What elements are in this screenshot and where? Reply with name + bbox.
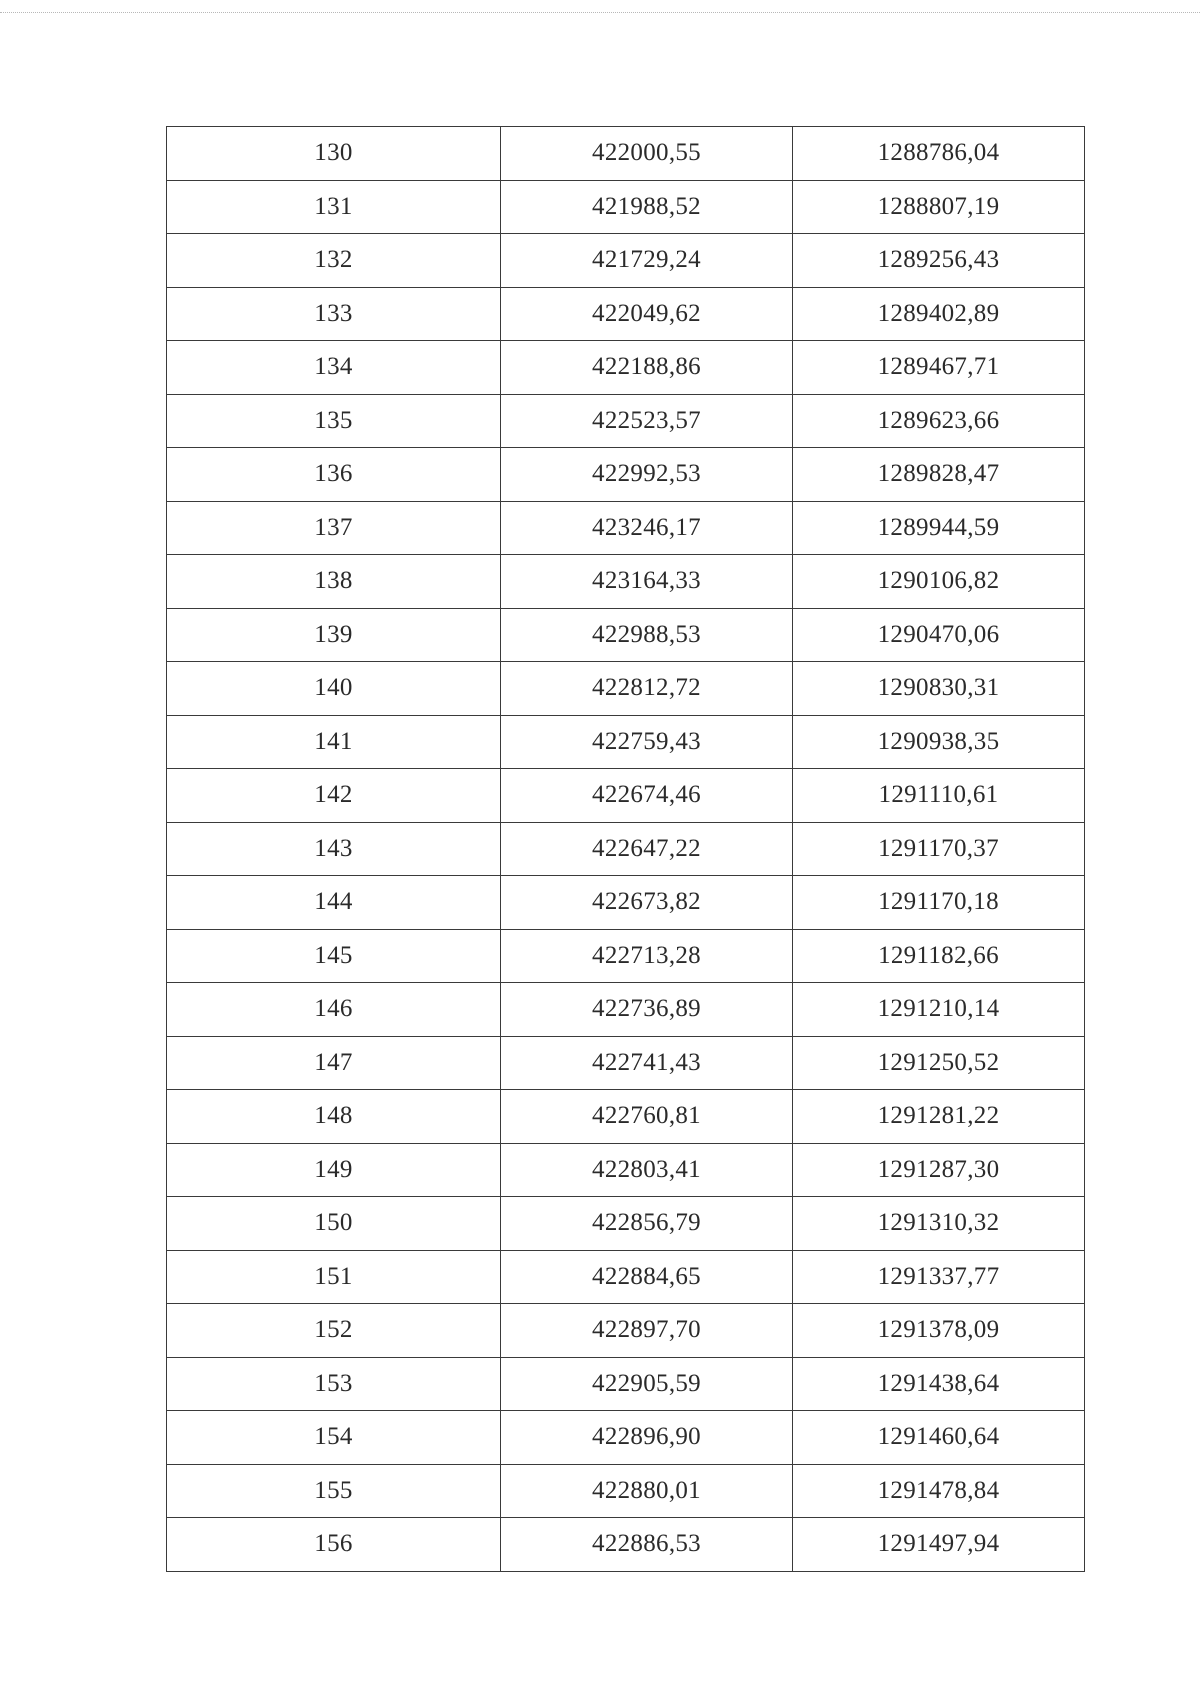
x-coordinate-cell: 421729,24 (501, 234, 793, 288)
scan-edge-line (0, 12, 1200, 13)
table-row (167, 287, 1085, 341)
point-number-cell: 136 (167, 448, 501, 502)
point-number-cell: 141 (167, 715, 501, 769)
x-coordinate-cell: 421988,52 (501, 180, 793, 234)
table-row (167, 394, 1085, 448)
x-coordinate-cell: 422992,53 (501, 448, 793, 502)
x-coordinate-cell: 422736,89 (501, 983, 793, 1037)
table-row (167, 1464, 1085, 1518)
x-coordinate-cell: 422760,81 (501, 1090, 793, 1144)
y-coordinate-cell: 1291281,22 (793, 1090, 1085, 1144)
point-number-cell: 154 (167, 1411, 501, 1465)
y-coordinate-cell: 1291497,94 (793, 1518, 1085, 1572)
point-number-cell: 156 (167, 1518, 501, 1572)
table-row (167, 180, 1085, 234)
point-number-cell: 146 (167, 983, 501, 1037)
table-row (167, 1036, 1085, 1090)
y-coordinate-cell: 1290470,06 (793, 608, 1085, 662)
x-coordinate-cell: 423164,33 (501, 555, 793, 609)
x-coordinate-cell: 422988,53 (501, 608, 793, 662)
x-coordinate-cell: 422897,70 (501, 1304, 793, 1358)
point-number-cell: 143 (167, 822, 501, 876)
x-coordinate-cell: 422673,82 (501, 876, 793, 930)
point-number-cell: 134 (167, 341, 501, 395)
table-row (167, 1250, 1085, 1304)
x-coordinate-cell: 422856,79 (501, 1197, 793, 1251)
x-coordinate-cell: 423246,17 (501, 501, 793, 555)
x-coordinate-cell: 422880,01 (501, 1464, 793, 1518)
y-coordinate-cell: 1290830,31 (793, 662, 1085, 716)
y-coordinate-cell: 1291378,09 (793, 1304, 1085, 1358)
point-number-cell: 149 (167, 1143, 501, 1197)
point-number-cell: 130 (167, 127, 501, 181)
table-row (167, 983, 1085, 1037)
table-row (167, 1197, 1085, 1251)
y-coordinate-cell: 1291310,32 (793, 1197, 1085, 1251)
point-number-cell: 151 (167, 1250, 501, 1304)
point-number-cell: 148 (167, 1090, 501, 1144)
x-coordinate-cell: 422812,72 (501, 662, 793, 716)
point-number-cell: 137 (167, 501, 501, 555)
table-row (167, 127, 1085, 181)
table-row (167, 876, 1085, 930)
table-row (167, 234, 1085, 288)
x-coordinate-cell: 422000,55 (501, 127, 793, 181)
point-number-cell: 139 (167, 608, 501, 662)
x-coordinate-cell: 422884,65 (501, 1250, 793, 1304)
table-row (167, 608, 1085, 662)
x-coordinate-cell: 422886,53 (501, 1518, 793, 1572)
point-number-cell: 138 (167, 555, 501, 609)
x-coordinate-cell: 422759,43 (501, 715, 793, 769)
y-coordinate-cell: 1289256,43 (793, 234, 1085, 288)
point-number-cell: 140 (167, 662, 501, 716)
point-number-cell: 150 (167, 1197, 501, 1251)
x-coordinate-cell: 422905,59 (501, 1357, 793, 1411)
point-number-cell: 144 (167, 876, 501, 930)
y-coordinate-cell: 1289828,47 (793, 448, 1085, 502)
y-coordinate-cell: 1291478,84 (793, 1464, 1085, 1518)
x-coordinate-cell: 422647,22 (501, 822, 793, 876)
y-coordinate-cell: 1290938,35 (793, 715, 1085, 769)
point-number-cell: 155 (167, 1464, 501, 1518)
y-coordinate-cell: 1289402,89 (793, 287, 1085, 341)
table-row (167, 1411, 1085, 1465)
x-coordinate-cell: 422896,90 (501, 1411, 793, 1465)
table-row (167, 769, 1085, 823)
coordinates-table (166, 126, 1085, 1572)
table-row (167, 1518, 1085, 1572)
point-number-cell: 147 (167, 1036, 501, 1090)
y-coordinate-cell: 1291210,14 (793, 983, 1085, 1037)
table-row (167, 341, 1085, 395)
table-row (167, 1143, 1085, 1197)
table-row (167, 501, 1085, 555)
x-coordinate-cell: 422188,86 (501, 341, 793, 395)
table-row (167, 1357, 1085, 1411)
point-number-cell: 135 (167, 394, 501, 448)
table-row (167, 555, 1085, 609)
x-coordinate-cell: 422713,28 (501, 929, 793, 983)
coordinates-table-body (167, 127, 1085, 1572)
point-number-cell: 145 (167, 929, 501, 983)
table-row (167, 929, 1085, 983)
y-coordinate-cell: 1291170,37 (793, 822, 1085, 876)
table-row (167, 715, 1085, 769)
y-coordinate-cell: 1291170,18 (793, 876, 1085, 930)
y-coordinate-cell: 1291182,66 (793, 929, 1085, 983)
table-row (167, 822, 1085, 876)
y-coordinate-cell: 1291250,52 (793, 1036, 1085, 1090)
table-row (167, 1090, 1085, 1144)
y-coordinate-cell: 1291460,64 (793, 1411, 1085, 1465)
y-coordinate-cell: 1288786,04 (793, 127, 1085, 181)
x-coordinate-cell: 422803,41 (501, 1143, 793, 1197)
y-coordinate-cell: 1290106,82 (793, 555, 1085, 609)
x-coordinate-cell: 422049,62 (501, 287, 793, 341)
y-coordinate-cell: 1291337,77 (793, 1250, 1085, 1304)
y-coordinate-cell: 1289944,59 (793, 501, 1085, 555)
point-number-cell: 132 (167, 234, 501, 288)
table-row (167, 1304, 1085, 1358)
y-coordinate-cell: 1291287,30 (793, 1143, 1085, 1197)
point-number-cell: 153 (167, 1357, 501, 1411)
x-coordinate-cell: 422523,57 (501, 394, 793, 448)
x-coordinate-cell: 422741,43 (501, 1036, 793, 1090)
point-number-cell: 152 (167, 1304, 501, 1358)
y-coordinate-cell: 1291438,64 (793, 1357, 1085, 1411)
point-number-cell: 142 (167, 769, 501, 823)
point-number-cell: 131 (167, 180, 501, 234)
y-coordinate-cell: 1291110,61 (793, 769, 1085, 823)
point-number-cell: 133 (167, 287, 501, 341)
y-coordinate-cell: 1289623,66 (793, 394, 1085, 448)
y-coordinate-cell: 1288807,19 (793, 180, 1085, 234)
table-row (167, 662, 1085, 716)
y-coordinate-cell: 1289467,71 (793, 341, 1085, 395)
table-row (167, 448, 1085, 502)
x-coordinate-cell: 422674,46 (501, 769, 793, 823)
